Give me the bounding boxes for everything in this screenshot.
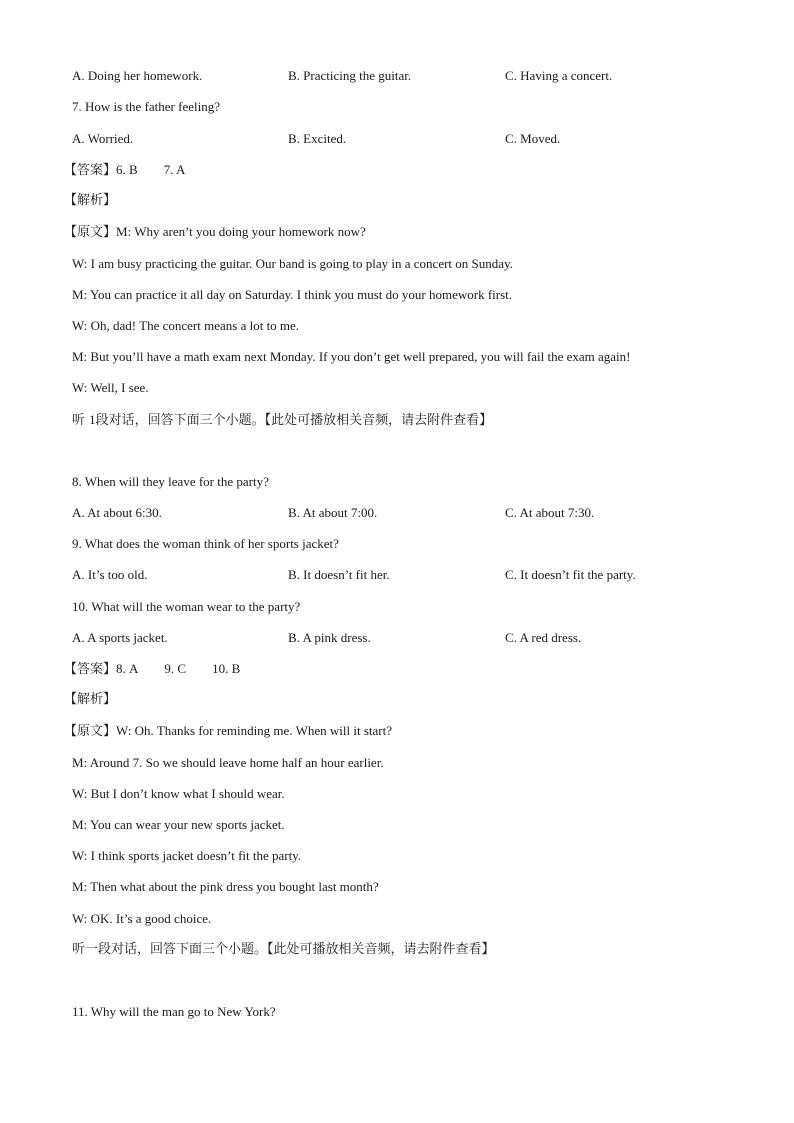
- analysis-label-2: 【解析】: [64, 692, 117, 707]
- transcript-line: W: OK. It’s a good choice.: [72, 911, 212, 926]
- answer-item: 8. A: [116, 661, 139, 676]
- answer-label: 【答案】: [64, 662, 117, 677]
- q11-question: 11. Why will the man go to New York?: [72, 1004, 276, 1019]
- transcript-line: M: You can wear your new sports jacket.: [72, 817, 285, 832]
- q9-option-a: A. It’s too old.: [72, 567, 148, 582]
- instruction-suffix: 段对话，回答下面三个小题。【此处可播放相关音频，请去附件查看】: [95, 413, 493, 428]
- section-instruction: 听一段对话，回答下面三个小题。【此处可播放相关音频，请去附件查看】: [72, 942, 495, 957]
- q7-option-b: B. Excited.: [288, 131, 347, 146]
- answer-label: 【答案】: [64, 163, 117, 178]
- q10-question: 10. What will the woman wear to the party?: [72, 599, 301, 614]
- transcript-label: 【原文】: [64, 724, 117, 739]
- transcript-line: M: Then what about the pink dress you bought last month?: [72, 879, 379, 894]
- answer-item: 7. A: [163, 162, 186, 177]
- instruction-number: 1: [89, 412, 96, 427]
- q8-option-b: B. At about 7:00.: [288, 505, 378, 520]
- answer-line-2: [64, 661, 240, 678]
- transcript-line: M: You can practice it all day on Saturday. I think you must do your homework first.: [72, 287, 513, 302]
- section-instruction: [72, 412, 492, 429]
- transcript-text: M: Why aren’t you doing your homework now?: [116, 224, 366, 239]
- transcript-label: 【原文】: [64, 225, 117, 240]
- q7-option-c: C. Moved.: [505, 131, 561, 146]
- transcript-line: M: But you’ll have a math exam next Monday. If you don’t get well prepared, you will fail the exam again!: [72, 349, 631, 364]
- transcript-line: W: I think sports jacket doesn’t fit the party.: [72, 848, 302, 863]
- transcript-line: W: Well, I see.: [72, 380, 149, 395]
- q9-question: 9. What does the woman think of her sports jacket?: [72, 536, 339, 551]
- transcript-line: W: I am busy practicing the guitar. Our band is going to play in a concert on Sunday.: [72, 256, 513, 271]
- q8-option-a: A. At about 6:30.: [72, 505, 162, 520]
- q10-option-a: A. A sports jacket.: [72, 630, 168, 645]
- analysis-label-1: 【解析】: [64, 193, 117, 208]
- instruction-prefix: 听: [72, 413, 90, 428]
- answer-line-1: [64, 162, 185, 179]
- transcript-text: W: Oh. Thanks for reminding me. When will it start?: [116, 723, 392, 738]
- answer-item: 6. B: [116, 162, 138, 177]
- q6-option-a: A. Doing her homework.: [72, 68, 203, 83]
- answer-item: 9. C: [164, 661, 187, 676]
- q7-option-a: A. Worried.: [72, 131, 134, 146]
- transcript-line: [64, 723, 392, 740]
- q9-option-b: B. It doesn’t fit her.: [288, 567, 390, 582]
- answer-item: 10. B: [212, 661, 241, 676]
- q10-option-c: C. A red dress.: [505, 630, 582, 645]
- q7-question: 7. How is the father feeling?: [72, 99, 221, 114]
- transcript-line: W: But I don’t know what I should wear.: [72, 786, 285, 801]
- q8-question: 8. When will they leave for the party?: [72, 474, 269, 489]
- q10-option-b: B. A pink dress.: [288, 630, 371, 645]
- q6-option-b: B. Practicing the guitar.: [288, 68, 412, 83]
- q9-option-c: C. It doesn’t fit the party.: [505, 567, 636, 582]
- transcript-line: M: Around 7. So we should leave home half an hour earlier.: [72, 755, 384, 770]
- q6-option-c: C. Having a concert.: [505, 68, 613, 83]
- q8-option-c: C. At about 7:30.: [505, 505, 595, 520]
- transcript-line: [64, 224, 366, 241]
- transcript-line: W: Oh, dad! The concert means a lot to me.: [72, 318, 300, 333]
